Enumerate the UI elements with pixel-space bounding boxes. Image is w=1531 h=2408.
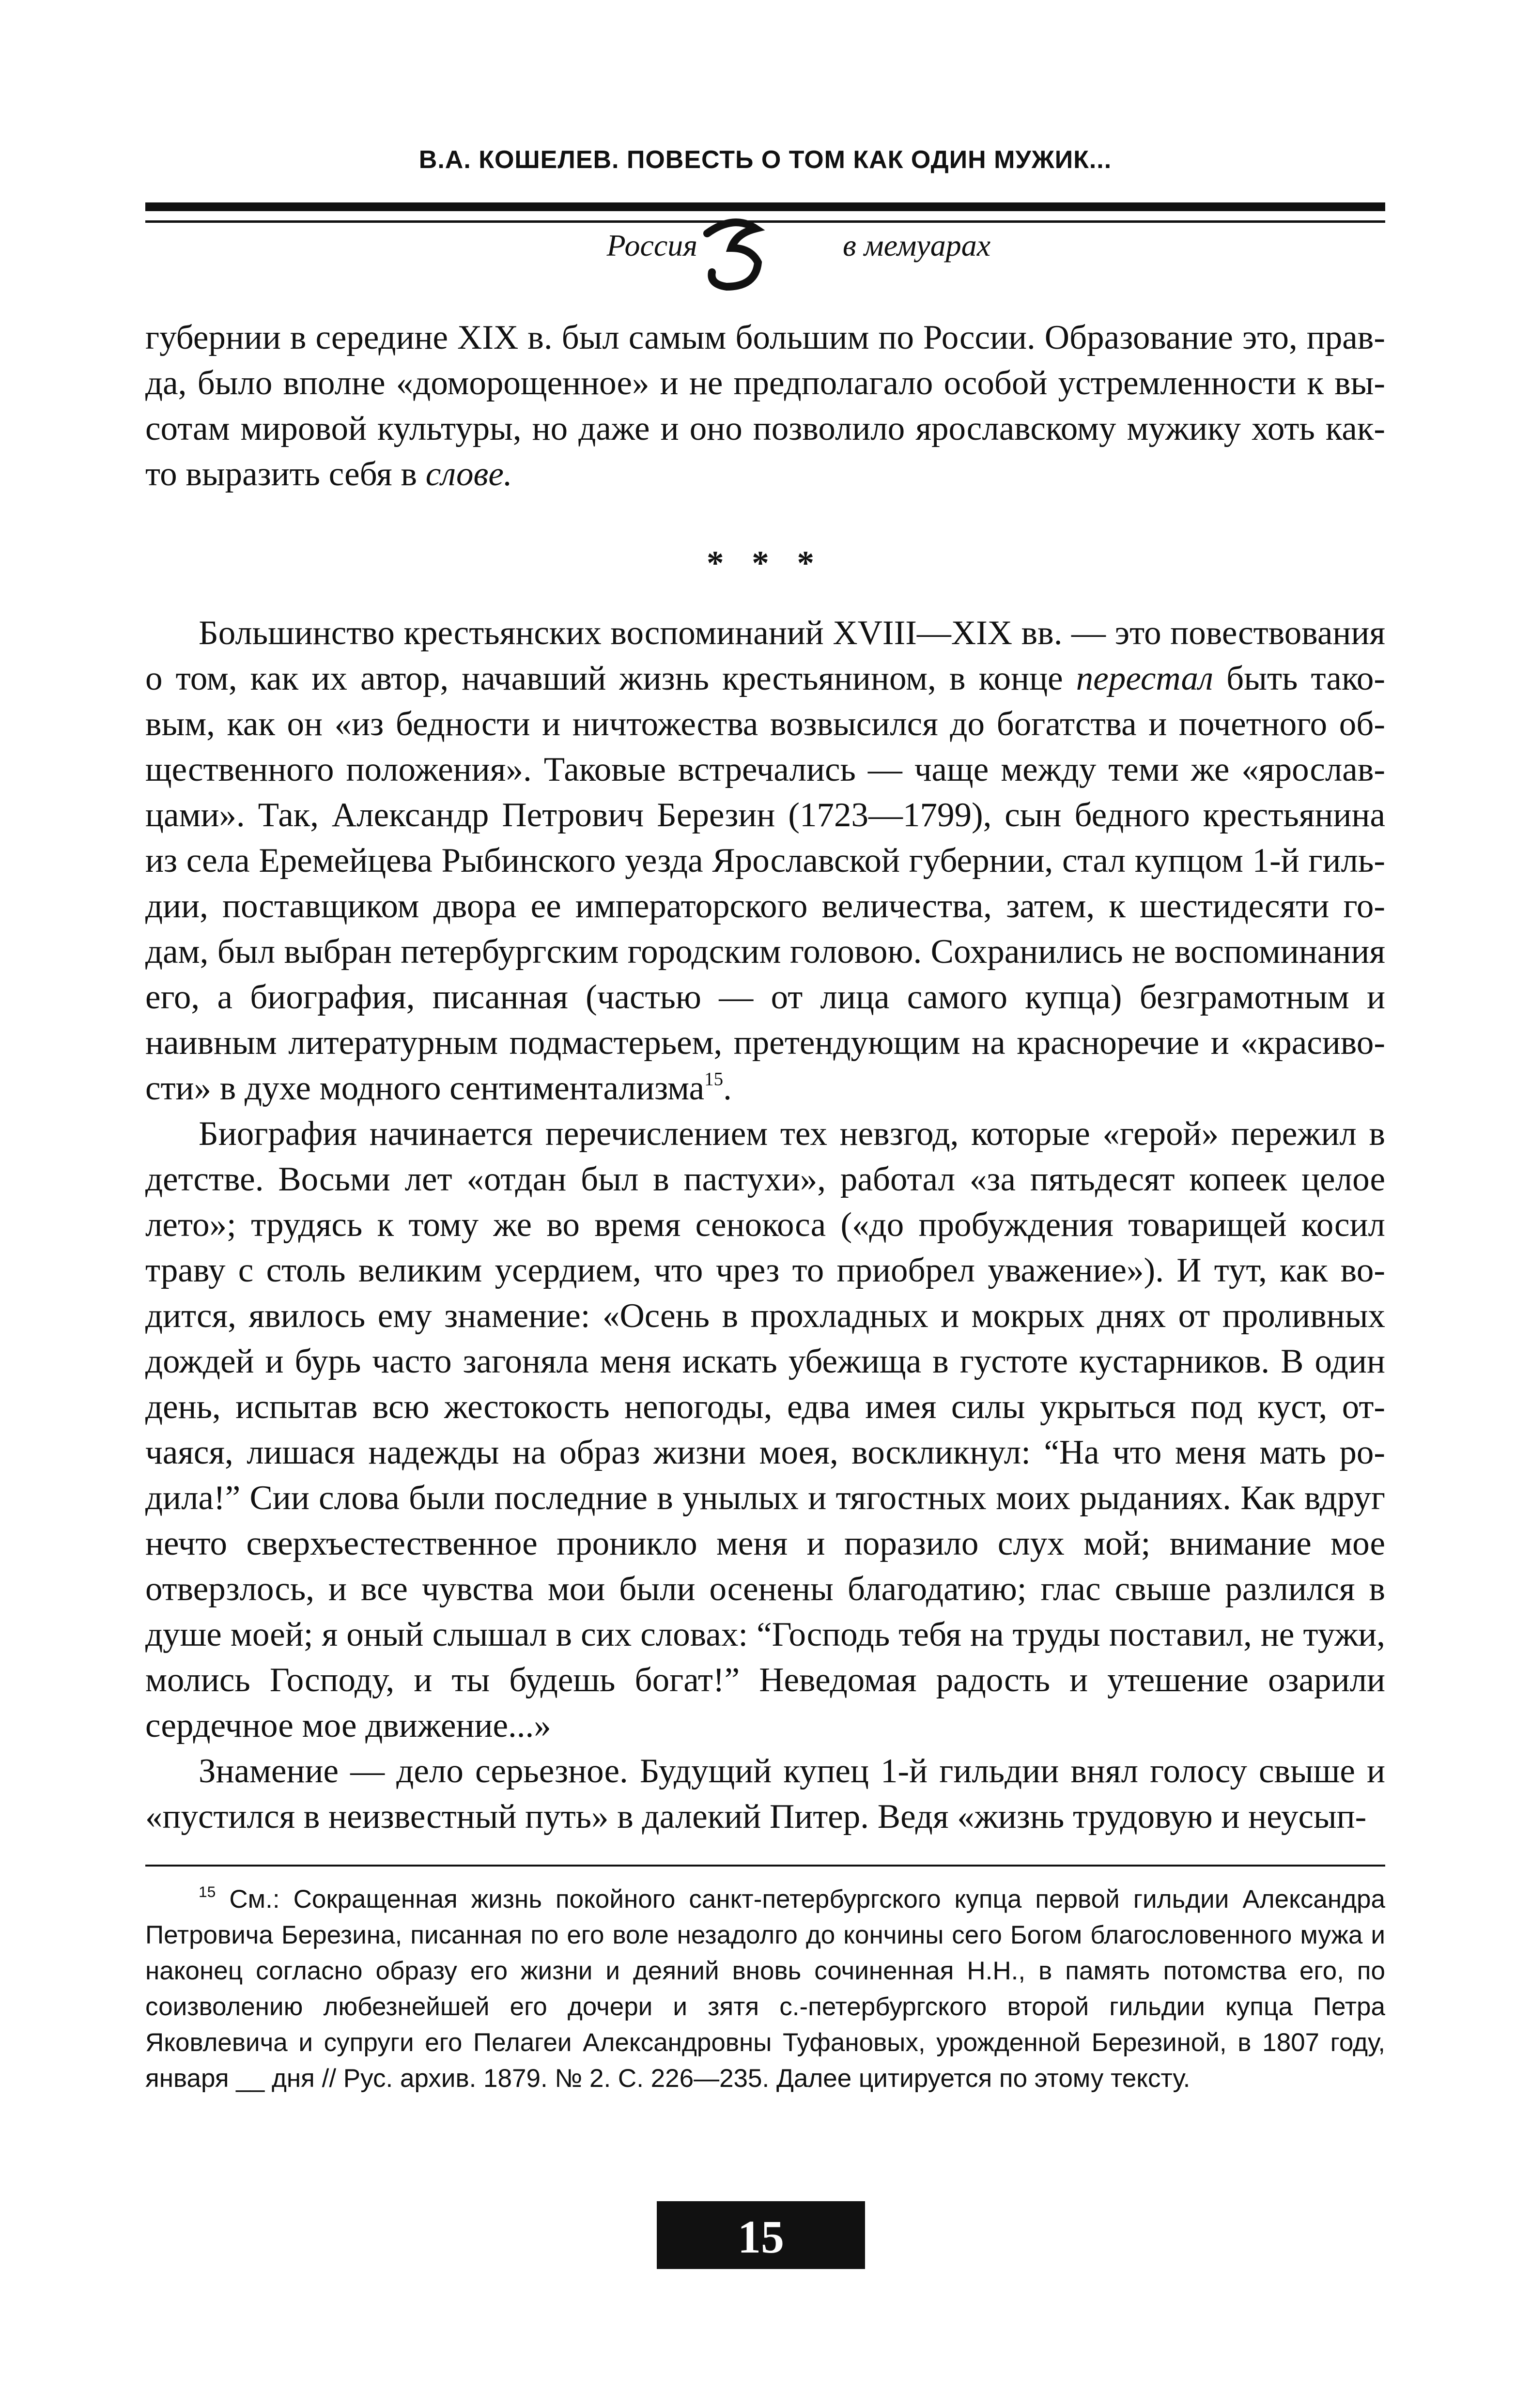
series-logo xyxy=(145,228,1385,286)
main-text xyxy=(145,315,1385,1839)
footnote-rule xyxy=(145,1865,1385,1867)
page-number: 15 xyxy=(738,2211,784,2263)
paragraph: Биография начинается перечислением тех невзгод, которые «герой» пережил в детстве. Восьми лет «отдан был в пастухи», работал «за пятьдесят копеек целое лето»; трудясь к тому же во время сенокоса («до пробуждения товарищей косил траву с столь великим усердием, что чрез то приобрел уважение»). И тут, как водится, явилось ему знамение: «Осень в прохладных и мокрых днях от проливных дождей и бурь часто загоняла меня искать убежища в густоте кустарников. В один день, испытав всю жестокость непогоды, едва имея силы укрыться под куст, отчаяся, лишася надежды на образ жизни моея, воскликнул: “На что меня мать родила!” Сии слова были последние в унылых и тягостных моих рыданиях. Как вдруг нечто сверхъестественное проникло меня и поразило слух мой; внимание мое отверзлось, и все чувства мои были осенены благодатию; глас свыше разлился в душе моей; я оный слышал в сих словах: “Господь тебя на труды поставил, не тужи, молись Господу, и ты будешь богат!” Неведомая радость и утешение озарили сердечное мое движение...» xyxy=(145,1115,1385,1744)
paragraph: Большинство крестьянских воспоминаний XVIII—XIX вв. — это повествования о том, как их автор, начавший жизнь крестьянином, в конце перестал быть таковым, как он «из бедности и ничтожества возвысился до богатства и почетного общественного положения». Таковые встречались — чаще между теми же «ярославцами». Так, Александр Петрович Березин (1723—1799), сын бедного крестьянина из села Еремейцева Рыбинского уезда Ярославской губернии, стал купцом 1-й гильдии, поставщиком двора ее императорского величества, затем, к шестидесяти годам, был выбран петербургским городским головою. Сохранились не воспоминания его, а биография, писанная (частью — от лица самого купца) безграмотным и наивным литературным подмастерьем, претендующим на красноречие и «красивости» в духе модного сентиментализма$^{15}$. xyxy=(145,614,1385,1107)
footnote-marker: 15 xyxy=(199,1883,216,1900)
page-number-box xyxy=(657,2201,865,2269)
footnote xyxy=(145,1882,1385,2097)
series-title-right: в мемуарах xyxy=(843,228,991,262)
series-title-left: Россия xyxy=(606,228,697,262)
paragraph: Знамение — дело серьезное. Будущий купец 1-й гильдии внял голосу свыше и «пустился в неизвестный путь» в далекий Питер. Ведя «жизнь трудовую и неусып- xyxy=(145,1752,1385,1836)
running-head: В.А. КОШЕЛЕВ. ПОВЕСТЬ О ТОМ КАК ОДИН МУЖИК... xyxy=(418,146,1112,174)
footnote-reference: 15 xyxy=(704,1068,724,1090)
ornamental-letter-icon xyxy=(697,214,770,292)
header-rule-thick xyxy=(145,202,1385,211)
section-separator: * * * xyxy=(707,544,824,582)
paragraph: губернии в середине XIX в. был самым большим по России. Образование это, правда, было вполне «доморощенное» и не предполагало особой устремленности к высотам мировой культуры, но даже и оно позволило ярославскому мужику хоть как-то выразить себя в слове. xyxy=(145,319,1385,493)
footnote-text: См.: Сокращенная жизнь покойного санкт-петербургского купца первой гильдии Александра Петровича Березина, писанная по его воле незадолго до кончины сего Богом благословенного мужа и наконец согласно образу его жизни и деяний вновь сочиненная Н.Н., в память потомства его, по соизволению любезнейшей его дочери и зятя с.-петербургского второй гильдии купца Петра Яковлевича и супруги его Пелагеи Александровны Туфановых, урожденной Березиной, в 1807 году, января __ дня // Рус. архив. 1879. № 2. С. 226—235. Далее цитируется по этому тексту. xyxy=(145,1885,1385,2093)
